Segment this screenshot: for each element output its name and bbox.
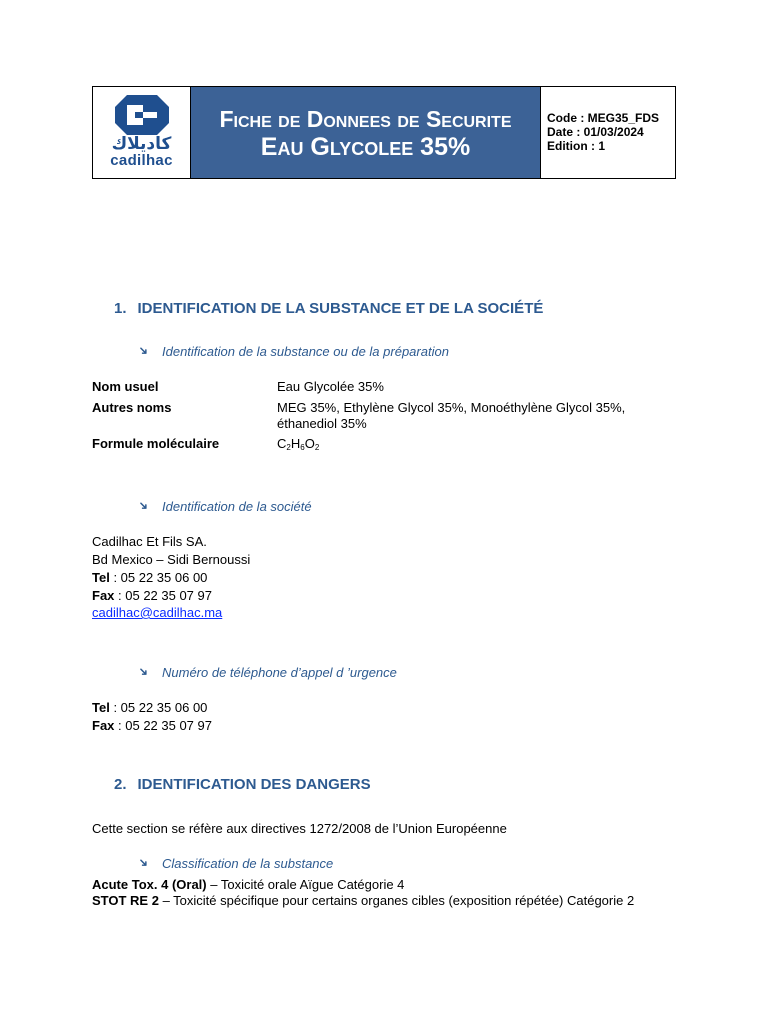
section2-sub1 (135, 853, 334, 871)
logo-cell (93, 87, 191, 178)
formula-index-c: 2 (286, 443, 291, 452)
meta-cell (541, 87, 675, 178)
formula-element-o: O (304, 436, 315, 451)
row-value-autres-noms (277, 400, 625, 432)
stot-re-description: – Toxicité spécifique pour certains organes cibles (exposition répétée) Catégorie 2 (158, 893, 635, 908)
stot-re-code: STOT RE 2 (92, 893, 159, 908)
cadilhac-logo-icon (113, 93, 171, 137)
row-label-autres-noms: Autres noms (92, 400, 172, 415)
section2-heading (114, 776, 371, 793)
section1-title: IDENTIFICATION DE LA SUBSTANCE ET DE LA SOCIÉTÉ (137, 300, 544, 317)
classification-acute-tox (92, 876, 404, 893)
company-email-link[interactable]: cadilhac@cadilhac.ma (92, 605, 223, 620)
row-label-formule: Formule moléculaire (92, 436, 220, 451)
document-title: Fiche de Donnees de Securite (219, 105, 512, 132)
formula-element-c: C (277, 436, 287, 451)
document-header (92, 86, 676, 179)
company-tel-value: : 05 22 35 06 00 (109, 570, 208, 585)
emergency-fax-label: Fax (92, 718, 115, 733)
document-edition: Edition : 1 (547, 139, 605, 153)
formula-index-o: 2 (314, 443, 320, 452)
product-title: Eau Glycolee 35% (260, 132, 471, 161)
title-cell (191, 87, 541, 178)
logo-latin-text: cadilhac (110, 152, 173, 169)
section2-intro: Cette section se réfère aux directives 1272/2008 de l’Union Européenne (92, 821, 507, 836)
section2-sub1-label: Classification de la substance (162, 856, 334, 871)
formula-index-h: 6 (300, 443, 305, 452)
section1-sub3-label: Numéro de téléphone d’appel d ’urgence (162, 665, 397, 680)
logo-arabic-text: كاديلاك (111, 134, 172, 154)
company-tel (92, 569, 207, 586)
arrow-down-right-icon: ➜ (135, 853, 153, 871)
company-address: Bd Mexico – Sidi Bernoussi (92, 552, 251, 567)
arrow-down-right-icon: ➜ (135, 496, 153, 514)
section1-sub1-label: Identification de la substance ou de la préparation (162, 344, 449, 359)
acute-tox-code: Acute Tox. 4 (Oral) (92, 877, 207, 892)
section1-sub1 (135, 341, 449, 359)
document-code: Code : MEG35_FDS (547, 111, 660, 125)
emergency-fax-value: : 05 22 35 07 97 (114, 718, 212, 733)
company-name: Cadilhac Et Fils SA. (92, 534, 207, 549)
emergency-tel (92, 699, 207, 716)
row-value-formule (277, 436, 319, 456)
row-label-nom-usuel: Nom usuel (92, 379, 159, 394)
section1-number: 1. (114, 300, 127, 317)
arrow-down-right-icon: ➜ (135, 662, 153, 680)
company-tel-label: Tel (92, 570, 110, 585)
emergency-tel-label: Tel (92, 700, 110, 715)
emergency-fax (92, 717, 212, 734)
section1-sub2 (135, 496, 312, 514)
company-fax (92, 587, 212, 604)
company-fax-label: Fax (92, 588, 115, 603)
autres-noms-line2: éthanediol 35% (277, 416, 367, 431)
section1-heading (114, 300, 543, 317)
arrow-down-right-icon: ➜ (135, 341, 153, 359)
section1-sub3 (135, 662, 397, 680)
section2-number: 2. (114, 776, 127, 793)
section2-title: IDENTIFICATION DES DANGERS (137, 776, 371, 793)
acute-tox-description: – Toxicité orale Aïgue Catégorie 4 (206, 877, 405, 892)
classification-stot-re (92, 892, 634, 909)
document-date: Date : 01/03/2024 (547, 125, 644, 139)
autres-noms-line1: MEG 35%, Ethylène Glycol 35%, Monoéthylène Glycol 35%, (277, 400, 626, 415)
formula-element-h: H (290, 436, 301, 451)
emergency-tel-value: : 05 22 35 06 00 (109, 700, 208, 715)
row-value-nom-usuel: Eau Glycolée 35% (277, 379, 384, 394)
section1-sub2-label: Identification de la société (162, 499, 312, 514)
company-fax-value: : 05 22 35 07 97 (114, 588, 212, 603)
